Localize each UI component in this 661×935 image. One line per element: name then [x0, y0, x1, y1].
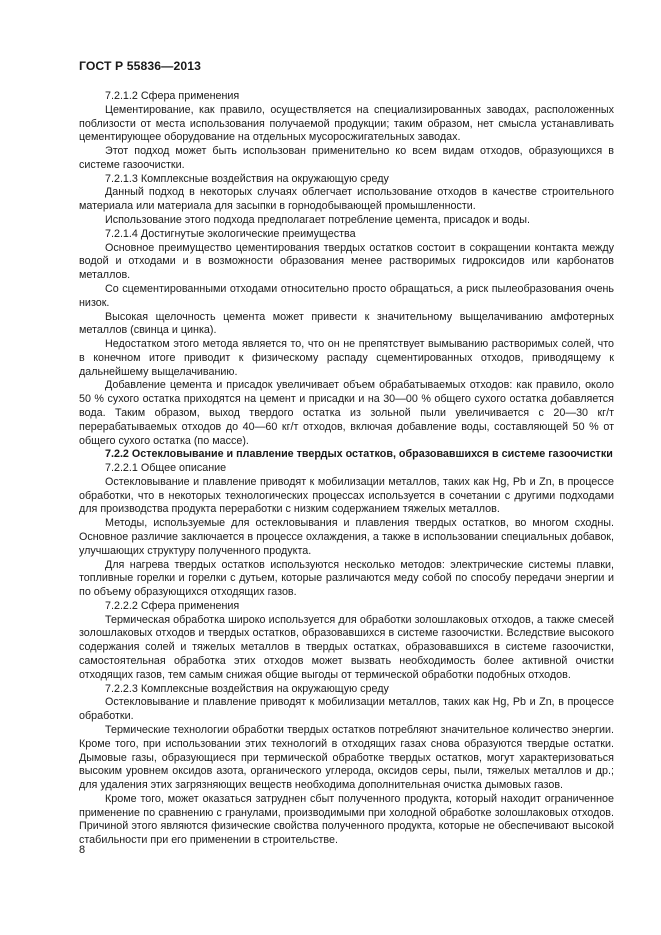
paragraph: Остекловывание и плавление приводят к мобилизации металлов, таких как Hg, Pb и Zn, в процессе обработки, что в некоторых технологических процессах используется в сочетании с другими подходами для производства продукта переработки с низким содержанием тяжелых металлов. [79, 475, 614, 516]
paragraph: Для нагрева твердых остатков используются несколько методов: электрические системы плавки, топливные горелки и горелки с дутьем, которые различаются меду собой по способу передачи энергии и по объему образующихся отходящих газов. [79, 558, 614, 599]
subsection-heading: 7.2.1.3 Комплексные воздействия на окружающую среду [105, 172, 389, 185]
paragraph: Основное преимущество цементирования твердых остатков состоит в сокращении контакта между водой и отходами и в возможности образования менее растворимых гидроксидов или карбонатов металлов. [79, 241, 614, 282]
paragraph: Цементирование, как правило, осуществляется на специализированных заводах, расположенных поблизости от места использования получаемой продукции; таким образом, нет смысла устанавливать цементирующее оборудование на отдельных мусоросжигательных заводах. [79, 103, 614, 144]
paragraph: Добавление цемента и присадок увеличивает объем обрабатываемых отходов: как правило, около 50 % сухого остатка приходятся на цемент и присадки и на 30—00 % общего сухого остатка добавляется вода. Таким образом, выход твердого остатка из зольной пыли увеличивается с 20—30 кг/т перерабатываемых отходов до 40—60 кг/т отходов, включая добавление воды, составляющей 50 % от общего сухого остатка (по массе). [79, 379, 614, 447]
paragraph: Остекловывание и плавление приводят к мобилизации металлов, таких как Hg, Pb и Zn, в процессе обработки. [79, 696, 614, 723]
paragraph: Кроме того, может оказаться затруднен сбыт полученного продукта, который находит ограниченное применение по сравнению с гранулами, производимыми при холодной обработке золошлаковых отходов. Причиной этого являются физические свойства полученного продукта, которые не обеспечивают высокой стабильности при его применении в строительстве. [79, 792, 614, 847]
page-number: 8 [79, 844, 86, 856]
subsection-heading: 7.2.2.1 Общее описание [105, 462, 227, 475]
paragraph: Использование этого подхода предполагает потребление цемента, присадок и воды. [105, 214, 531, 227]
section-heading: 7.2.2 Остекловывание и плавление твердых остатков, образовавшихся в системе газоочистки [105, 448, 613, 461]
page-body [79, 90, 614, 848]
subsection-heading: 7.2.1.2 Сфера применения [105, 90, 240, 102]
paragraph: Недостатком этого метода является то, что он не препятствует вымыванию растворимых солей, что в конечном итоге приводит к физическому распаду сцементированных отходов, приводящему к дальнейшему выщелачиванию. [79, 338, 614, 378]
paragraph: Методы, используемые для остекловывания и плавления твердых остатков, во многом сходны. Основное различие заключается в процессе охлаждения, а также в использовании специальных добавок, улучшающих структуру полученного продукта. [79, 517, 614, 557]
paragraph: Термическая обработка широко используется для обработки золошлаковых отходов, а также смесей золошлаковых отходов и твердых остатков, образовавшихся в системе газоочистки. Вследствие высокого содержания солей и тяжелых металлов в твердых остатках, образовавшихся в системе газоочистки, самостоятельная обработка этих отходов может вызвать необходимость более активной очистки отходящих газов, тем самым снижая общие выгоды от термической обработки подобных отходов. [79, 613, 614, 681]
paragraph: Этот подход может быть использован применительно ко всем видам отходов, образующихся в системе газоочистки. [79, 145, 614, 171]
paragraph: Термические технологии обработки твердых остатков потребляют значительное количество энергии. Кроме того, при использовании этих технологий в отходящих газах снова образуются твердые остатки. Дымовые газы, образующиеся при термической обработке твердых остатков, могут характеризоваться высоким уровнем оксидов азота, органического углерода, оксидов серы, пыли, тяжелых металлов и др.; для удаления этих загрязняющих веществ необходима дополнительная очистка дымовых газов. [79, 723, 614, 792]
subsection-heading: 7.2.2.2 Сфера применения [105, 599, 240, 612]
paragraph: Данный подход в некоторых случаях облегчает использование отходов в качестве строительного материала или материала для засыпки в горнодобывающей промышленности. [79, 186, 614, 213]
document-header: ГОСТ Р 55836—2013 [79, 59, 201, 73]
paragraph: Высокая щелочность цемента может привести к значительному выщелачиванию амфотерных металлов (свинца и цинка). [79, 310, 614, 337]
subsection-heading: 7.2.1.4 Достигнутые экологические преимущества [105, 227, 356, 240]
paragraph: Со сцементированными отходами относительно просто обращаться, а риск пылеобразования очень низок. [79, 282, 614, 309]
subsection-heading: 7.2.2.3 Комплексные воздействия на окружающую среду [105, 682, 389, 695]
